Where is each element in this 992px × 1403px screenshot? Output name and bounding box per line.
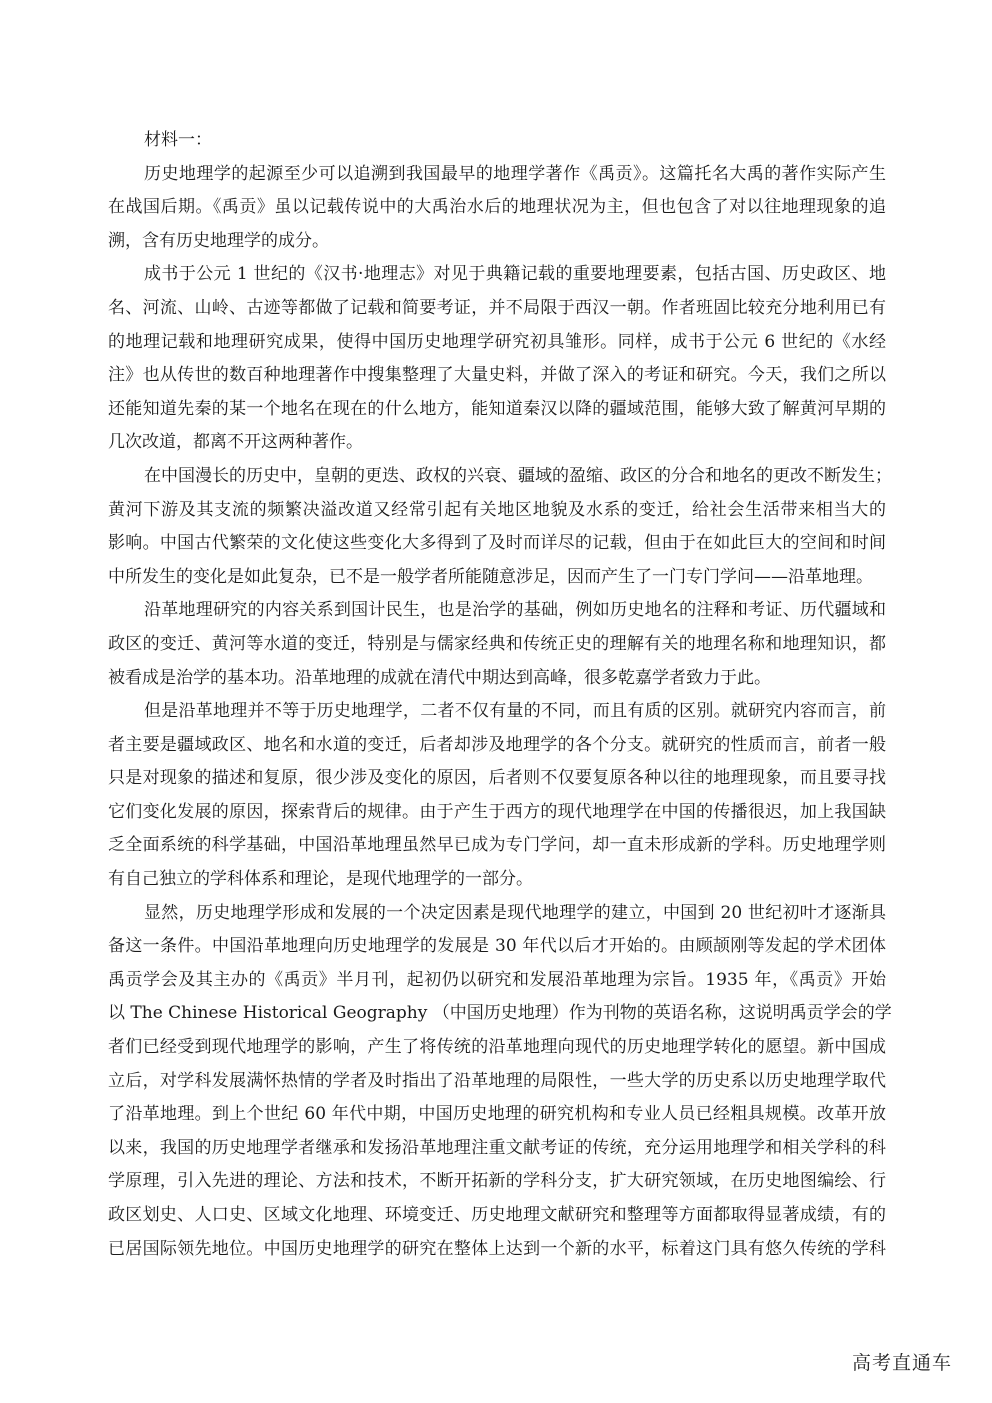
text-line: 了沿革地理。到上个世纪 60 年代中期，中国历史地理的研究机构和专业人员已经粗具规模。改革开放 (108, 1104, 886, 1125)
text-line: 乏全面系统的科学基础，中国沿革地理虽然早已成为专门学问，却一直未形成新的学科。历史地理学则 (108, 835, 886, 856)
text-line: 政区划史、人口史、区域文化地理、环境变迁、历史地理文献研究和整理等方面都取得显著成绩，有的 (108, 1205, 886, 1225)
paragraph (108, 897, 892, 1267)
text-line: 几次改道，都离不开这两种著作。 (108, 432, 363, 453)
text-line: 备这一条件。中国沿革地理向历史地理学的发展是 30 年代以后才开始的。由顾颉刚等发起的学术团体 (108, 936, 886, 957)
text-line: 注》也从传世的数百种地理著作中搜集整理了大量史料，并做了深入的考证和研究。今天，我们之所以 (108, 365, 886, 386)
text-line: 以 The Chinese Historical Geography （中国历史地理）作为刊物的英语名称，这说明禹贡学会的学 (108, 1003, 892, 1024)
text-line: 成书于公元 1 世纪的《汉书·地理志》对见于典籍记载的重要地理要素，包括古国、历史政区、地 (144, 264, 886, 285)
text-line: 已居国际领先地位。中国历史地理学的研究在整体上达到一个新的水平，标着这门具有悠久传统的学科 (108, 1238, 886, 1259)
paragraph (108, 594, 886, 695)
footer-brand: 高考直通车 (852, 1352, 953, 1374)
text-line: 历史地理学的起源至少可以追溯到我国最早的地理学著作《禹贡》。这篇托名大禹的著作实际产生 (144, 163, 886, 184)
text-line: 在战国后期。《禹贡》虽以记载传说中的大禹治水后的地理状况为主，但也包含了对以往地理现象的追 (108, 197, 886, 218)
text-line: 的地理记载和地理研究成果，使得中国历史地理学研究初具雏形。同样，成书于公元 6 世纪的《水经 (108, 331, 886, 352)
text-line: 者们已经受到现代地理学的影响，产生了将传统的沿革地理向现代的历史地理学转化的愿望。新中国成 (108, 1037, 886, 1058)
text-line: 沿革地理研究的内容关系到国计民生，也是治学的基础，例如历史地名的注释和考证、历代疆域和 (144, 600, 886, 621)
text-line: 被看成是治学的基本功。沿革地理的成就在清代中期达到高峰，很多乾嘉学者致力于此。 (108, 667, 771, 688)
text-line: 影响。中国古代繁荣的文化使这些变化大多得到了及时而详尽的记载，但由于在如此巨大的空间和时间 (108, 533, 886, 554)
text-line: 溯，含有历史地理学的成分。 (108, 230, 329, 251)
text-line: 黄河下游及其支流的频繁决溢改道又经常引起有关地区地貌及水系的变迁，给社会生活带来相当大的 (108, 499, 886, 520)
text-line: 但是沿革地理并不等于历史地理学，二者不仅有量的不同，而且有质的区别。就研究内容而言，前 (144, 701, 886, 722)
text-line: 中所发生的变化是如此复杂，已不是一般学者所能随意涉足，因而产生了一门专门学问——沿革地理。 (108, 566, 873, 587)
text-line: 禹贡学会及其主办的《禹贡》半月刊，起初仍以研究和发展沿革地理为宗旨。1935 年，《禹贡》开始 (108, 969, 886, 990)
paragraph (108, 258, 886, 460)
paragraph (108, 695, 886, 897)
text-line: 学原理，引入先进的理论、方法和技术，不断开拓新的学科分支，扩大研究领域，在历史地图编绘、行 (108, 1171, 886, 1192)
material-heading: 材料一： (144, 130, 212, 150)
text-line: 立后，对学科发展满怀热情的学者及时指出了沿革地理的局限性，一些大学的历史系以历史地理学取代 (108, 1070, 886, 1091)
text-line: 政区的变迁、黄河等水道的变迁，特别是与儒家经典和传统正史的理解有关的地理名称和地理知识，都 (108, 633, 886, 654)
text-line: 者主要是疆域政区、地名和水道的变迁，后者却涉及地理学的各个分支。就研究的性质而言，前者一般 (108, 734, 886, 755)
document-body (108, 124, 892, 1266)
paragraph (108, 460, 892, 594)
paragraph (108, 158, 886, 259)
text-line: 在中国漫长的历史中，皇朝的更迭、政权的兴衰、疆域的盈缩、政区的分合和地名的更改不断发生； (144, 465, 892, 486)
text-line: 只是对现象的描述和复原，很少涉及变化的原因，后者则不仅要复原各种以往的地理现象，而且要寻找 (108, 768, 886, 789)
paragraphs (108, 158, 892, 1267)
text-line: 以来，我国的历史地理学者继承和发扬沿革地理注重文献考证的传统，充分运用地理学和相关学科的科 (108, 1137, 886, 1158)
text-line: 名、河流、山岭、古迹等都做了记载和简要考证，并不局限于西汉一朝。作者班固比较充分地利用已有 (108, 297, 886, 318)
text-line: 还能知道先秦的某一个地名在现在的什么地方，能知道秦汉以降的疆域范围，能够大致了解黄河早期的 (108, 398, 886, 419)
text-line: 有自己独立的学科体系和理论，是现代地理学的一部分。 (108, 869, 533, 890)
text-line: 显然，历史地理学形成和发展的一个决定因素是现代地理学的建立，中国到 20 世纪初叶才逐渐具 (144, 902, 886, 923)
text-line: 它们变化发展的原因，探索背后的规律。由于产生于西方的现代地理学在中国的传播很迟，加上我国缺 (108, 801, 886, 822)
